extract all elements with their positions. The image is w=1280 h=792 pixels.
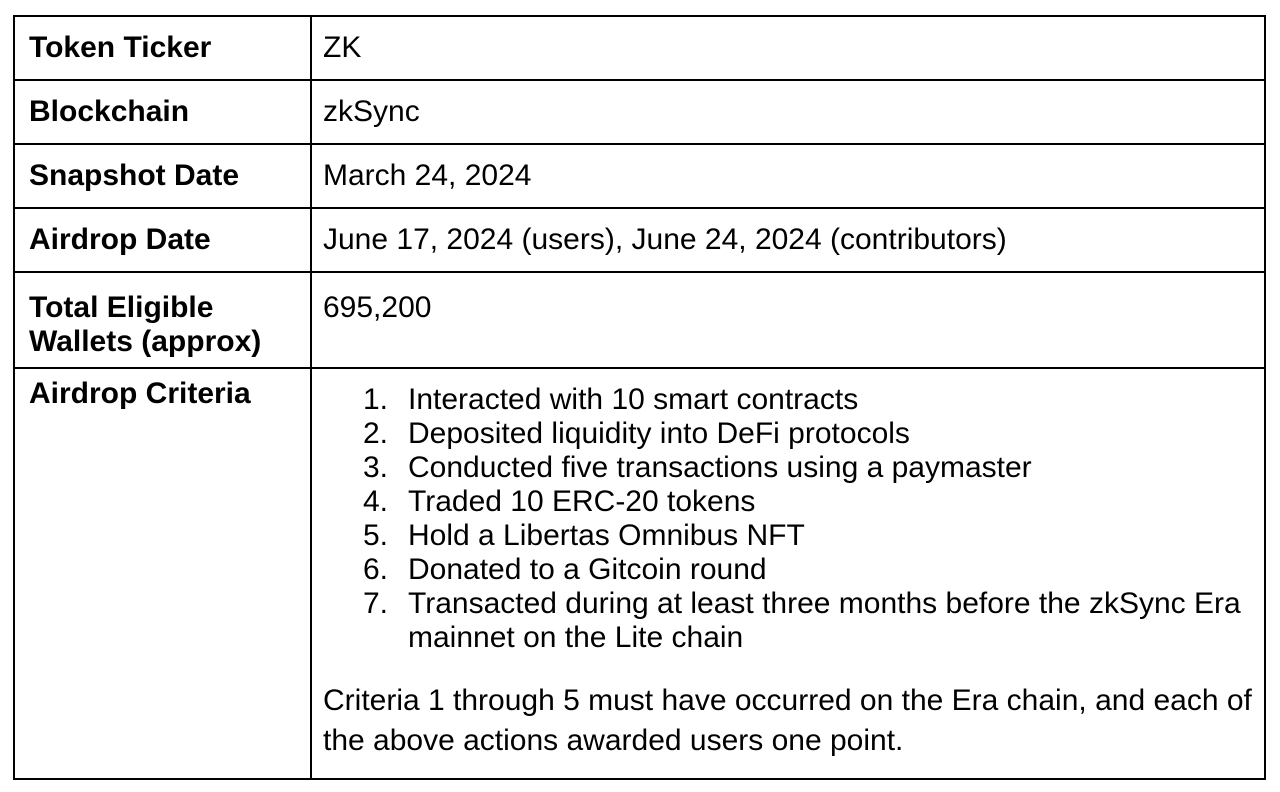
row-value-total-eligible-wallets: [312, 273, 1264, 367]
row-value-airdrop-date: [312, 209, 1264, 271]
criteria-item-number: 2.: [363, 417, 389, 450]
row-value-token-ticker: [312, 17, 1264, 79]
criteria-item-text: Donated to a Gitcoin round: [408, 553, 767, 586]
criteria-item-number: 1.: [363, 383, 389, 416]
row-label-total-eligible-wallets: [15, 273, 312, 367]
row-value-text: zkSync: [323, 95, 420, 128]
row-label-text: Airdrop Date: [29, 223, 211, 256]
row-label-airdrop-criteria: [15, 369, 312, 778]
table-row: [15, 143, 1264, 207]
criteria-item-text: Transacted during at least three months before the zkSync Era mainnet on the Lite chain: [408, 587, 1241, 654]
row-value-blockchain: [312, 81, 1264, 143]
row-label-text: Snapshot Date: [29, 159, 240, 192]
criteria-list-item: [323, 587, 1262, 655]
criteria-item-number: 5.: [363, 519, 389, 552]
criteria-item-text: Hold a Libertas Omnibus NFT: [408, 519, 805, 552]
row-label-text: Token Ticker: [29, 31, 212, 64]
criteria-list-item: [323, 383, 1262, 417]
criteria-note: Criteria 1 through 5 must have occurred on the Era chain, and each of the above actions awarded users one point.: [323, 684, 1252, 757]
row-value-airdrop-criteria: [312, 369, 1264, 778]
row-label-text: Airdrop Criteria: [29, 377, 251, 410]
airdrop-info-table: [13, 15, 1266, 780]
row-label-token-ticker: [15, 17, 312, 79]
criteria-item-text: Interacted with 10 smart contracts: [408, 383, 859, 416]
table-row: [15, 17, 1264, 79]
criteria-list: [323, 383, 1262, 655]
criteria-list-item: [323, 553, 1262, 587]
row-label-snapshot-date: [15, 145, 312, 207]
row-label-text: Total Eligible Wallets (approx): [29, 291, 262, 358]
row-value-text: 695,200: [323, 291, 432, 324]
table-row: [15, 207, 1264, 271]
table-row-airdrop-criteria: [15, 367, 1264, 778]
row-label-blockchain: [15, 81, 312, 143]
criteria-list-item: [323, 417, 1262, 451]
row-value-text: ZK: [323, 31, 362, 64]
table-row: [15, 271, 1264, 367]
row-value-text: June 17, 2024 (users), June 24, 2024 (contributors): [323, 223, 1007, 256]
criteria-item-number: 6.: [363, 553, 389, 586]
criteria-item-text: Deposited liquidity into DeFi protocols: [408, 417, 910, 450]
row-value-snapshot-date: [312, 145, 1264, 207]
row-value-text: March 24, 2024: [323, 159, 532, 192]
row-label-text: Blockchain: [29, 95, 190, 128]
criteria-list-item: [323, 519, 1262, 553]
criteria-item-number: 3.: [363, 451, 389, 484]
criteria-item-text: Traded 10 ERC-20 tokens: [408, 485, 756, 518]
criteria-list-item: [323, 451, 1262, 485]
criteria-item-text: Conducted five transactions using a paymaster: [408, 451, 1032, 484]
table-row: [15, 79, 1264, 143]
criteria-list-item: [323, 485, 1262, 519]
row-label-airdrop-date: [15, 209, 312, 271]
criteria-item-number: 4.: [363, 485, 389, 518]
criteria-item-number: 7.: [363, 587, 389, 620]
